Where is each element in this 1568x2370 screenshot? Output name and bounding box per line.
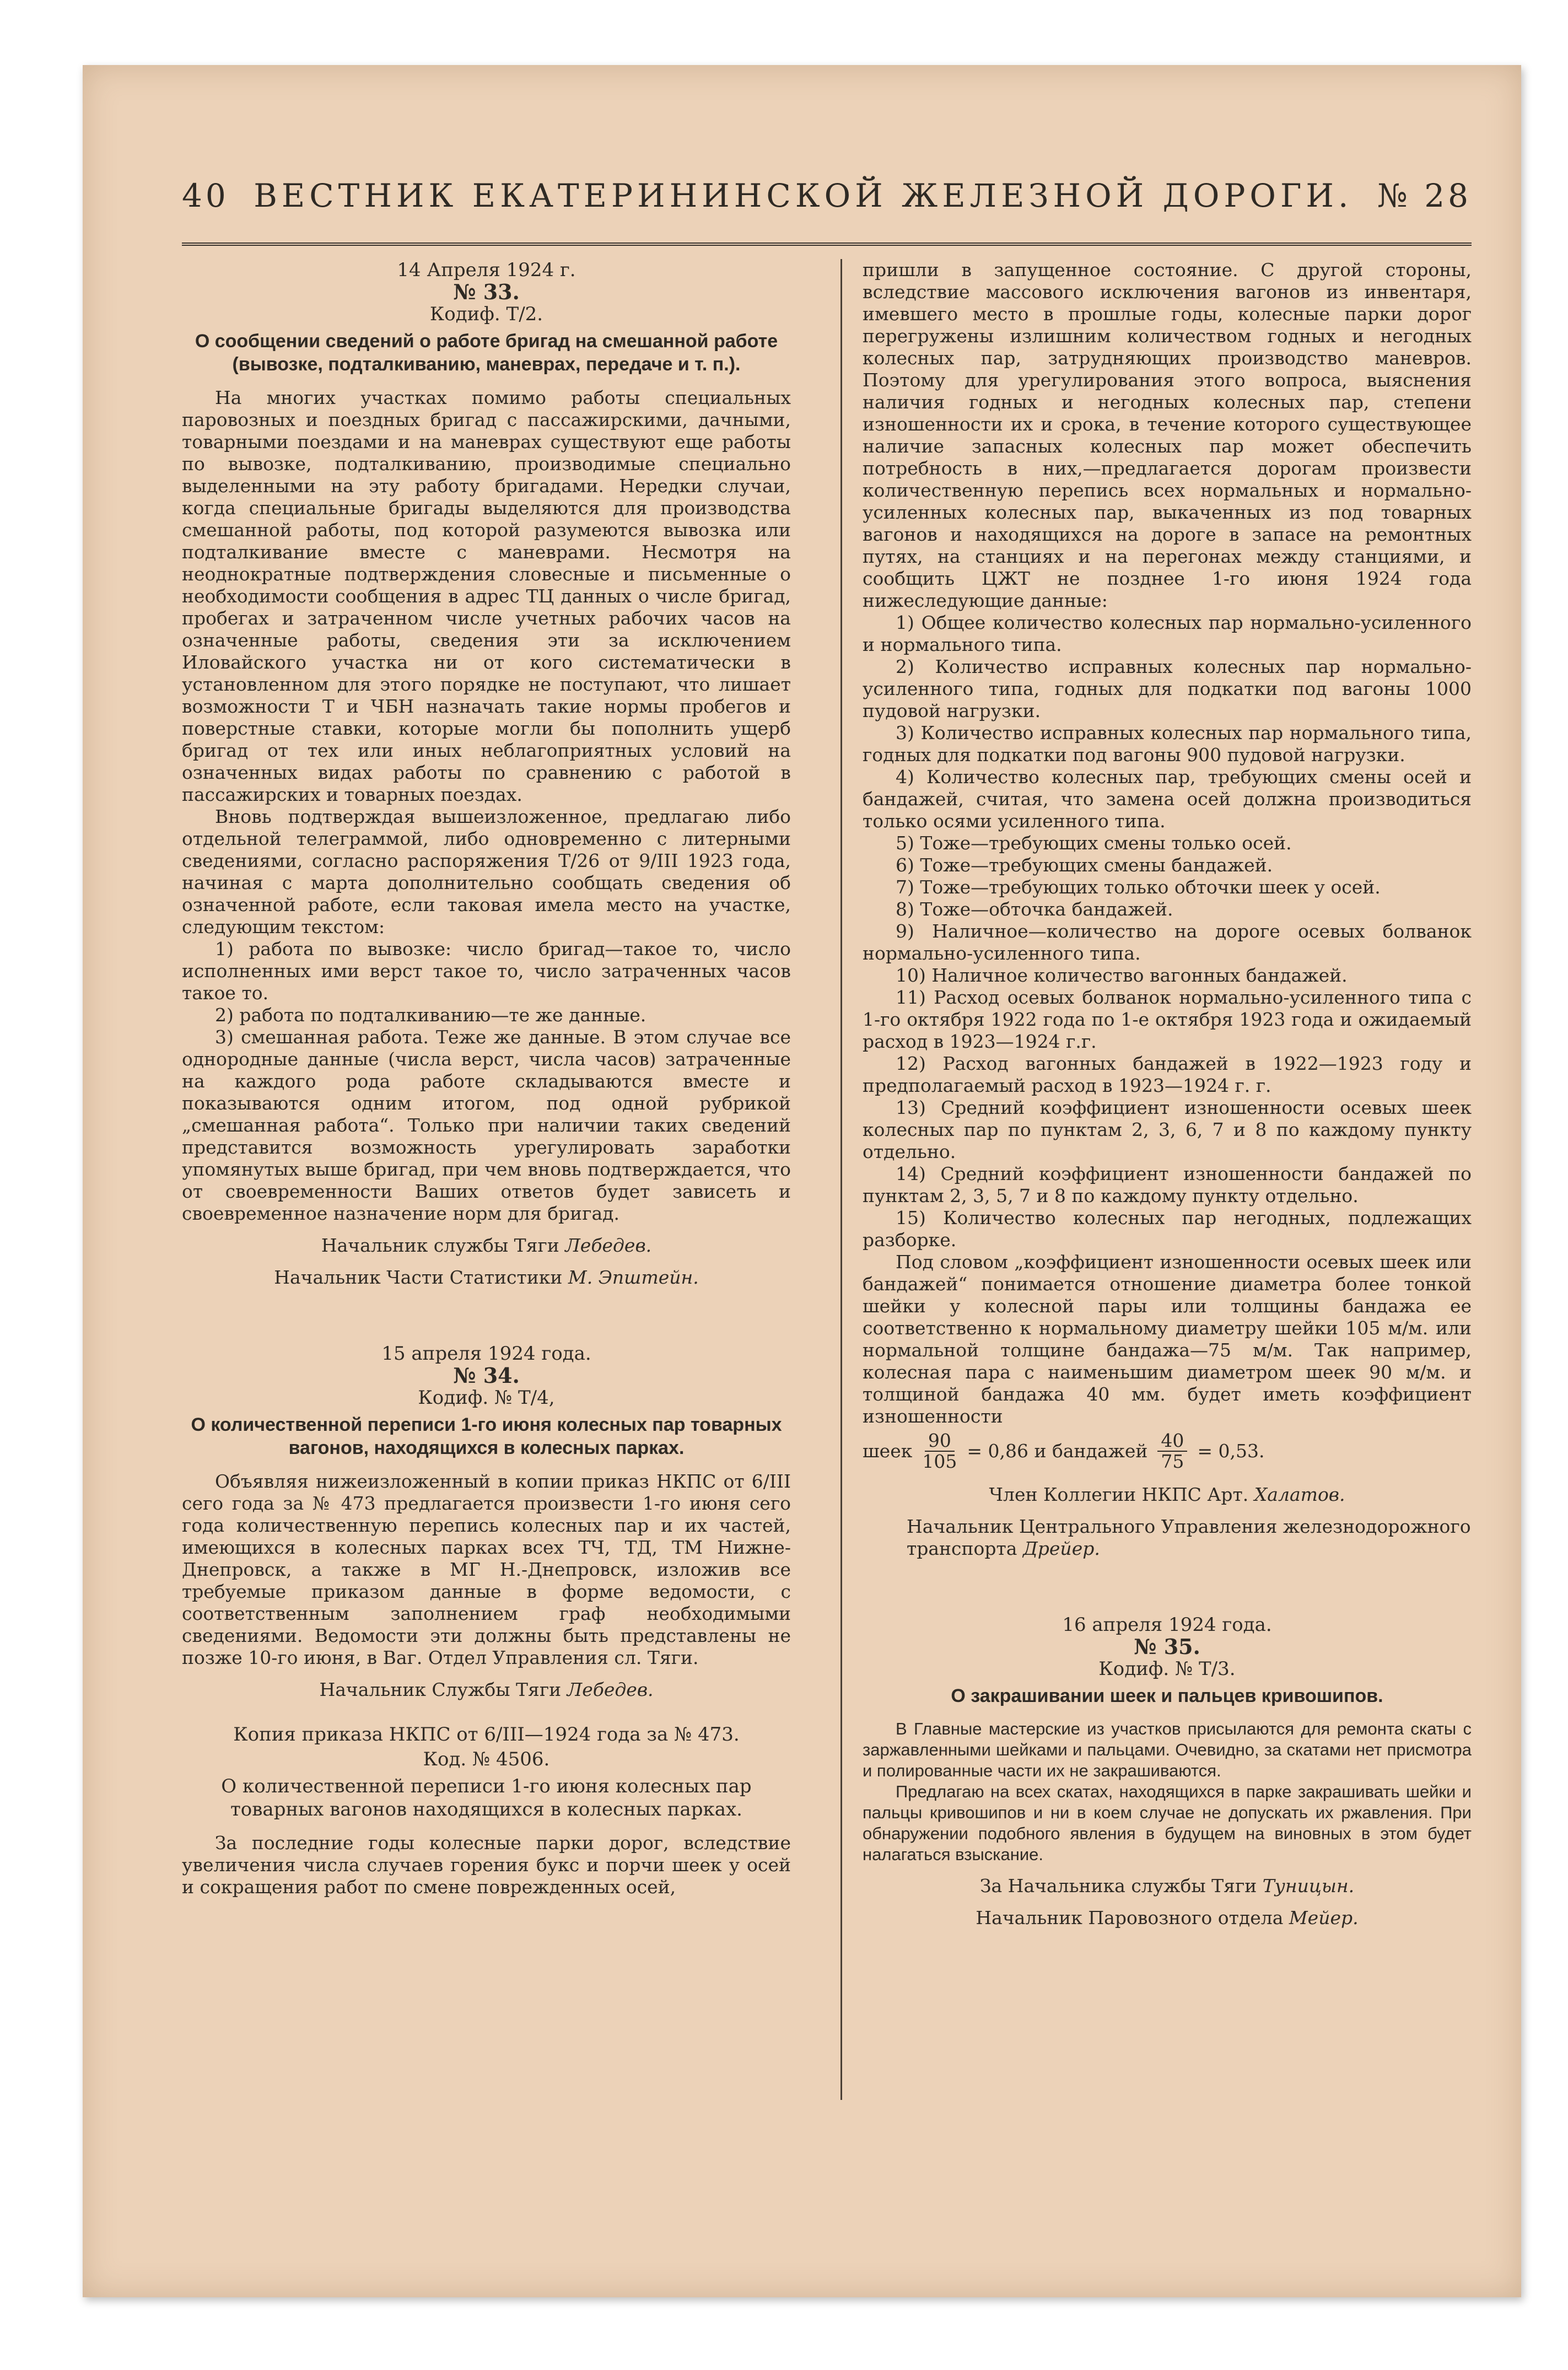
list-item: 5) Тоже—требующих смены только осей.	[896, 832, 1292, 854]
list-item: 1) Общее количество колесных пар нормально-усиленного и нормального типа.	[863, 612, 1472, 655]
order-33-heading: О сообщении сведений о работе бригад на смешанной работе (вывозке, подталкиванию, маневрах, передаче и т. п.).	[195, 331, 778, 375]
copy-order-heading: Копия приказа НКПС от 6/III—1924 года за № 473.	[233, 1723, 740, 1746]
list-item: 12) Расход вагонных бандажей в 1922—1923 году и предполагаемый расход в 1923—1924 г. г.	[863, 1053, 1472, 1096]
list-item: 15) Количество колесных пар негодных, подлежащих разборке.	[863, 1207, 1472, 1251]
order-34-number: № 34.	[453, 1363, 520, 1388]
fraction-denominator: 75	[1161, 1451, 1184, 1472]
order-34-code: Кодиф. № Т/4,	[418, 1387, 555, 1409]
fraction-denominator: 105	[922, 1451, 957, 1472]
order-34-heading: О количественной переписи 1-го июня колесных пар товарных вагонов, находящихся в колесных парках.	[191, 1414, 782, 1458]
fraction-journal	[922, 1431, 957, 1472]
order-35-heading: О закрашивании шеек и пальцев кривошипов.	[951, 1685, 1383, 1706]
list-item: 2) Количество исправных колесных пар нормально-усиленного типа, годных для подкатки под вагоны 1000 пудовой нагрузки.	[863, 656, 1472, 721]
signature-name: Лебедев.	[565, 1235, 652, 1256]
copy-order-subheading: О количественной переписи 1-го июня колесных пар товарных вагонов находящихся в колесных парках.	[221, 1775, 752, 1820]
signature-role: Член Коллегии НКПС Арт.	[989, 1484, 1249, 1505]
order-33-item-2: 2) работа по подталкиванию—те же данные.	[215, 1004, 646, 1026]
signature-name: Туницын.	[1262, 1875, 1355, 1897]
list-item: 9) Наличное—количество на дороге осевых болванок нормально-усиленного типа.	[863, 920, 1472, 964]
list-item: 11) Расход осевых болванок нормально-усиленного типа с 1-го октября 1922 года по 1-е октября 1923 года и ожидаемый расход в 1923—1924 г.г.	[863, 987, 1472, 1052]
copy-order-code: Код. № 4506.	[423, 1748, 550, 1770]
signature-role: Начальник Части Статистики	[274, 1267, 563, 1288]
fraction-tire	[1157, 1431, 1187, 1472]
order-33-paragraph-1: На многих участках помимо работы специальных паровозных и поездных бригад с пассажирскими, дачными, товарными поездами и на маневрах существуют еще работы по вывозке, подталкиванию, производимые специально выделенными на эту работу бригадами. Нередки случаи, когда специальные бригады выделяются для производства смешанной работы, под которой разумеются вывозка или подталкивание вместе с маневрами. Несмотря на неоднократные подтверждения словесные и письменные о необходимости сообщения в адрес ТЦ данных о числе бригад, пробегах и затраченном числе учетных рабочих часов на означенные работы, сведения эти за исключением Иловайского участка ни от кого систематически в установленном для этого порядке не поступают, что лишает возможности Т и ЧБН назначать такие нормы пробегов и поверстные ставки, которые могли бы пополнить ущерб бригад от тех или иных неблагоприятных условий на означенных видах работы по сравнению с работой в пассажирских и товарных поездах.	[182, 387, 791, 805]
signature-name: Лебедев.	[567, 1679, 654, 1700]
list-item: 14) Средний коэффициент изношенности бандажей по пунктам 2, 3, 5, 7 и 8 по каждому пункту отдельно.	[863, 1163, 1472, 1206]
formula-result: = 0,53.	[1197, 1440, 1265, 1462]
order-34-paragraph-1: Объявляя нижеизложенный в копии приказ НКПС от 6/III сего года за № 473 предлагается произвести 1-го июня сего года количественную перепись колесных пар и их частей, имеющихся в колесных парках всех ТЧ, ТД, ТМ Нижне-Днепровск, а также в МГ Н.-Днепровск, изложив все требуемые приказом данные в форме ведомости, с соответственным заполнением граф необходимыми сведениями. Ведомости эти должны быть представлены не позже 10-го июня, в Ваг. Отдел Управления сл. Тяги.	[182, 1471, 791, 1668]
copy-order-paragraph-1: За последние годы колесные парки дорог, вследствие увеличения числа случаев горения букс и порчи шеек у осей и сокращения работ по смене поврежденных осей,	[182, 1832, 791, 1898]
page-number: 40	[182, 177, 229, 214]
right-column	[863, 259, 1472, 2133]
copy-order-continuation: пришли в запущенное состояние. С другой стороны, вследствие массового исключения вагонов из инвентаря, имевшего место в прошлые годы, колесные парки дорог перегружены излишним количеством годных и негодных колесных пар, затрудняющих производство маневров. Поэтому для урегулирования этого вопроса, выяснения наличия годных и негодных колесных пар, степени изношенности их и срока, в течение которого существующее наличие запасных колесных пар может обеспечить потребность в них,—предлагается дорогам произвести количественную перепись всех нормальных и нормально-усиленных колесных пар, выкаченных из под товарных вагонов и находящихся на дороге в запасе на ремонтных путях, на станциях и на перегонах между станциями, и сообщить ЦЖТ не позднее 1-го июня 1924 года нижеследующие данные:	[863, 259, 1472, 611]
order-33-paragraph-2: Вновь подтверждая вышеизложенное, предлагаю либо отдельной телеграммой, либо одновременно с литерными сведениями, согласно распоряжения Т/26 от 9/III 1923 года, начиная с марта дополнительно сообщать сведения об означенной работе, если таковая имела место на участке, следующим текстом:	[182, 806, 791, 938]
order-35-signature-1	[863, 1875, 1472, 1897]
list-item: 10) Наличное количество вагонных бандажей.	[896, 965, 1348, 986]
order-34-date: 15 апреля 1924 года.	[381, 1343, 591, 1365]
order-33-number: № 33.	[453, 279, 520, 304]
order-35-date: 16 апреля 1924 года.	[1062, 1614, 1272, 1636]
list-item: 3) Количество исправных колесных пар нормального типа, годных для подкатки под вагоны 900 пудовой нагрузки.	[863, 722, 1472, 766]
signature-name: Мейер.	[1289, 1907, 1359, 1929]
right-signature-1	[863, 1484, 1472, 1506]
column-divider	[840, 259, 842, 2100]
coefficient-formula	[863, 1431, 1472, 1472]
signature-role: Начальник Центрального Управления железнодорожного транспорта	[907, 1516, 1471, 1559]
issue-number: № 28	[1377, 177, 1472, 214]
order-35-signature-2	[863, 1907, 1472, 1929]
order-33-item-1: 1) работа по вывозке: число бригад—такое то, число исполненных ими верст такое то, число затраченных часов такое то.	[182, 938, 791, 1004]
right-signature-2	[863, 1516, 1472, 1560]
formula-result: = 0,86 и бандажей	[967, 1440, 1148, 1462]
signature-role: Начальник Службы Тяги	[319, 1679, 562, 1700]
order-33-signature-1	[182, 1235, 791, 1257]
formula-label: шеек	[863, 1440, 913, 1462]
data-items-list	[863, 612, 1472, 1251]
order-34-signature	[182, 1679, 791, 1701]
order-33-date: 14 Апреля 1924 г.	[397, 259, 576, 281]
order-33-code: Кодиф. Т/2.	[429, 303, 543, 325]
order-33-signature-2	[182, 1267, 791, 1289]
list-item: 6) Тоже—требующих смены бандажей.	[896, 854, 1273, 876]
running-header	[182, 149, 1472, 246]
list-item: 7) Тоже—требующих только обточки шеек у осей.	[896, 876, 1381, 898]
fraction-numerator: 90	[925, 1431, 955, 1452]
fraction-numerator: 40	[1157, 1431, 1187, 1452]
order-33-item-3: 3) смешанная работа. Теже же данные. В этом случае все однородные данные (числа верст, числа часов) затраченные на каждого рода работе складываются вместе и показываются одним итогом, под одной рубрикой „смешанная работа“. Только при наличии таких сведений представится возможность урегулировать заработки упомянутых выше бригад, при чем вновь подтверждается, что от своевременности Ваших ответов будет зависеть и своевременное назначение норм для бригад.	[182, 1026, 791, 1224]
publication-title: ВЕСТНИК ЕКАТЕРИНИНСКОЙ ЖЕЛЕЗНОЙ ДОРОГИ.	[254, 177, 1353, 214]
signature-role: Начальник Паровозного отдела	[976, 1907, 1284, 1929]
list-item: 8) Тоже—обточка бандажей.	[896, 898, 1173, 920]
list-item: 4) Количество колесных пар, требующих смены осей и бандажей, считая, что замена осей должна производиться только осями усиленного типа.	[863, 766, 1472, 832]
signature-name: М. Эпштейн.	[568, 1267, 699, 1288]
coefficient-definition: Под словом „коэффициент изношенности осевых шеек или бандажей“ понимается отношение диаметра более тонкой шейки у колесной пары или толщины бандажа ее соответственно к нормальному диаметру шейки 105 м/м. или нормальной толщине бандажа—75 м/м. Так например, колесная пара с наименьшим диаметром шеек 90 м/м. и толщиной бандажа 40 мм. будет иметь коэффициент изношенности	[863, 1251, 1472, 1427]
signature-name: Халатов.	[1254, 1484, 1345, 1505]
order-35-paragraph-1: В Главные мастерские из участков присылаются для ремонта скаты с заржавленными шейками и пальцами. Очевидно, за скатами нет присмотра и полированные части их не закрашиваются.	[863, 1719, 1472, 1780]
order-35-number: № 35.	[1134, 1634, 1200, 1659]
left-column	[182, 259, 791, 2133]
order-35-paragraph-2: Предлагаю на всех скатах, находящихся в парке закрашивать шейки и пальцы кривошипов и ни в коем случае не допускать их ржавления. При обнаружении подобного явления в будущем на виновных в этом будет налагаться взыскание.	[863, 1782, 1472, 1864]
list-item: 13) Средний коэффициент изношенности осевых шеек колесных пар по пунктам 2, 3, 6, 7 и 8 по каждому пункту отдельно.	[863, 1097, 1472, 1162]
order-35-code: Кодиф. № Т/3.	[1098, 1658, 1236, 1680]
signature-role: Начальник службы Тяги	[321, 1235, 559, 1256]
signature-name: Дрейер.	[1022, 1538, 1100, 1559]
signature-role: За Начальника службы Тяги	[979, 1875, 1257, 1897]
